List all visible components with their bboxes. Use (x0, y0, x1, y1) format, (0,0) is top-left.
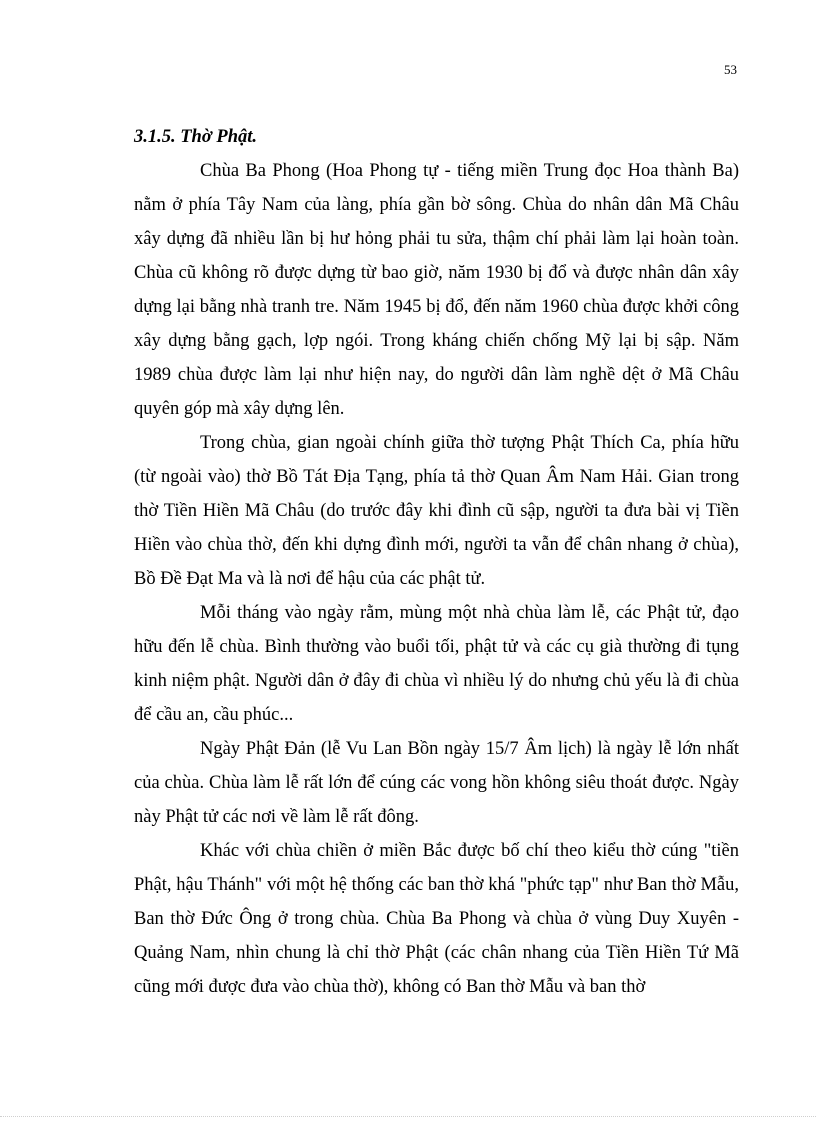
paragraph: Mỗi tháng vào ngày rằm, mùng một nhà chùa làm lễ, các Phật tử, đạo hữu đến lễ chùa. Bình thường vào buổi tối, phật tử và các cụ già thường đi tụng kinh niệm phật. Người dân ở đây đi chùa vì nhiều lý do nhưng chủ yếu là đi chùa để cầu an, cầu phúc... (134, 603, 739, 725)
paragraph: Khác với chùa chiền ở miền Bắc được bố chí theo kiểu thờ cúng "tiền Phật, hậu Thánh" với một hệ thống các ban thờ khá "phức tạp" như Ban thờ Mẫu, Ban thờ Đức Ông ở trong chùa. Chùa Ba Phong và chùa ở vùng Duy Xuyên - Quảng Nam, nhìn chung là chỉ thờ Phật (các chân nhang của Tiền Hiền Tứ Mã cũng mới được đưa vào chùa thờ), không có Ban thờ Mẫu và ban thờ (134, 841, 739, 997)
section-heading: 3.1.5. Thờ Phật. (134, 127, 257, 147)
page-bottom-divider (0, 1116, 816, 1117)
paragraph: Trong chùa, gian ngoài chính giữa thờ tượng Phật Thích Ca, phía hữu (từ ngoài vào) thờ Bồ Tát Địa Tạng, phía tả thờ Quan Âm Nam Hải. Gian trong thờ Tiền Hiền Mã Châu (do trước đây khi đình cũ sập, người ta đưa bài vị Tiền Hiền vào chùa thờ, đến khi dựng đình mới, người ta vẫn để chân nhang ở chùa), Bồ Đề Đạt Ma và là nơi để hậu của các phật tử. (134, 433, 739, 589)
paragraph: Ngày Phật Đản (lễ Vu Lan Bồn ngày 15/7 Âm lịch) là ngày lễ lớn nhất của chùa. Chùa làm lễ rất lớn để cúng các vong hồn không siêu thoát được. Ngày này Phật tử các nơi về làm lễ rất đông. (134, 739, 739, 827)
page-number: 53 (724, 62, 737, 77)
paragraph: Chùa Ba Phong (Hoa Phong tự - tiếng miền Trung đọc Hoa thành Ba) nằm ở phía Tây Nam của làng, phía gần bờ sông. Chùa do nhân dân Mã Châu xây dựng đã nhiều lần bị hư hỏng phải tu sửa, thậm chí phải làm lại hoàn toàn. Chùa cũ không rõ được dựng từ bao giờ, năm 1930 bị đổ và được nhân dân xây dựng lại bằng nhà tranh tre. Năm 1945 bị đổ, đến năm 1960 chùa được khởi công xây dựng bằng gạch, lợp ngói. Trong kháng chiến chống Mỹ lại bị sập. Năm 1989 chùa được làm lại như hiện nay, do người dân làm nghề dệt ở Mã Châu quyên góp mà xây dựng lên. (134, 161, 739, 419)
section-body (134, 120, 739, 1004)
